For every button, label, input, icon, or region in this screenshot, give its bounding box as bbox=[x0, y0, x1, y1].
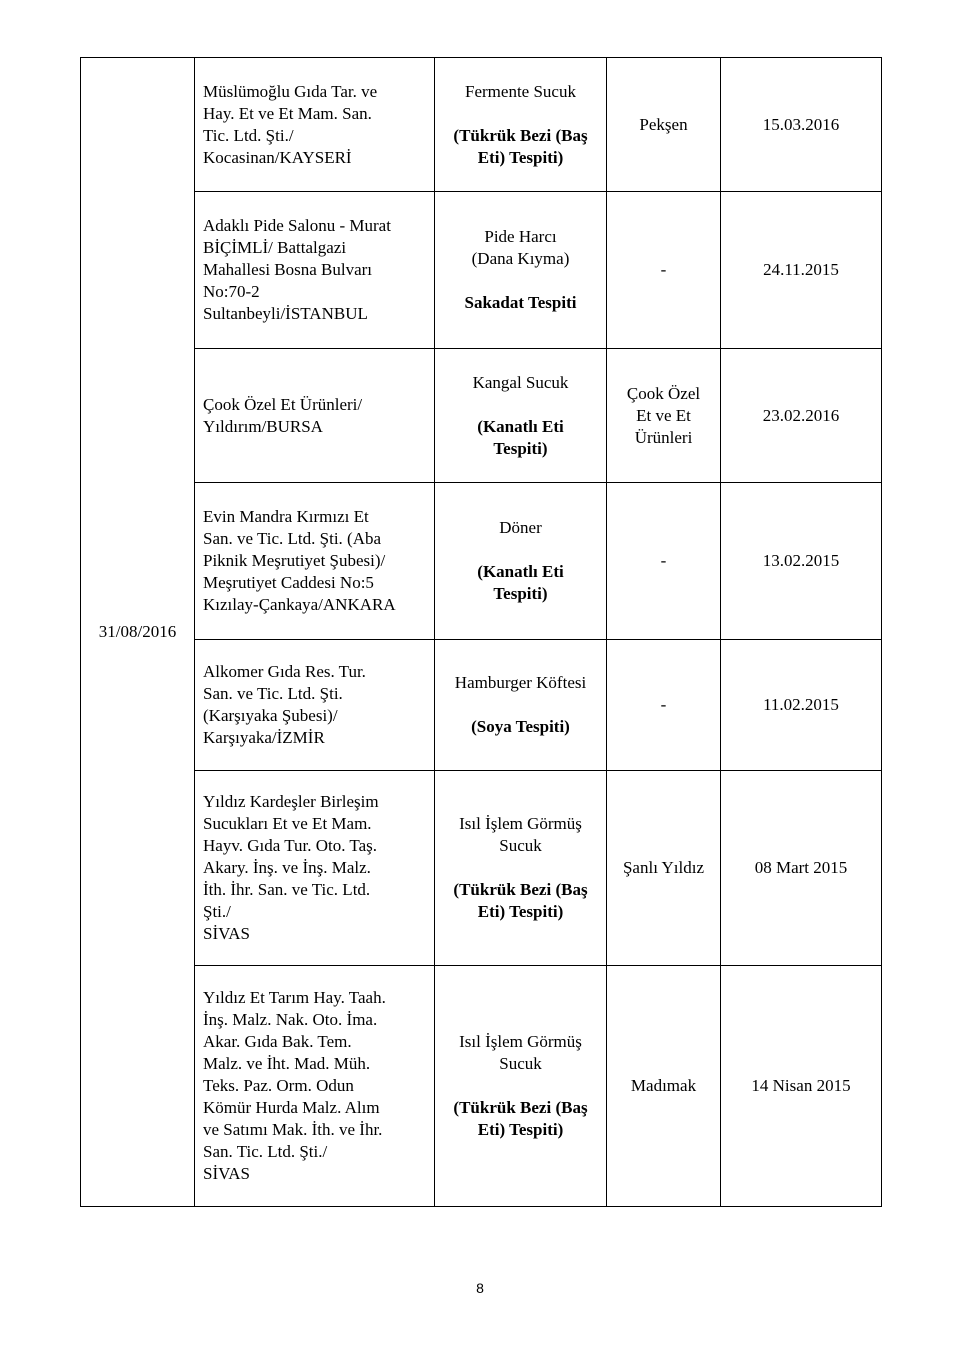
production-date-cell: 13.02.2015 bbox=[721, 483, 882, 640]
product-line: Isıl İşlem Görmüş bbox=[459, 814, 582, 833]
product-gap bbox=[435, 539, 606, 561]
firm-name-line: San. Tic. Ltd. Şti./ bbox=[203, 1142, 328, 1161]
firm-name-line: Kömür Hurda Malz. Alım bbox=[203, 1098, 380, 1117]
finding-line: (Tükrük Bezi (Baş bbox=[453, 125, 588, 145]
brand-cell bbox=[607, 58, 721, 192]
firm-name-line: Karşıyaka/İZMİR bbox=[203, 728, 325, 747]
firm-name-line: Alkomer Gıda Res. Tur. bbox=[203, 662, 366, 681]
firm-name-line: Kocasinan/KAYSERİ bbox=[203, 147, 352, 167]
product-line: Döner bbox=[499, 518, 542, 537]
firm-name-line: Tic. Ltd. Şti./ bbox=[203, 125, 294, 145]
production-date-cell: 11.02.2015 bbox=[721, 640, 882, 771]
table-row bbox=[81, 483, 882, 640]
firm-cell bbox=[195, 483, 435, 640]
product-line: (Dana Kıyma) bbox=[471, 249, 570, 268]
firm-name-line: Hayv. Gıda Tur. Oto. Taş. bbox=[203, 836, 378, 855]
brand-cell bbox=[607, 483, 721, 640]
firm-cell bbox=[195, 771, 435, 966]
table-row bbox=[81, 192, 882, 349]
table-row bbox=[81, 640, 882, 771]
product-cell bbox=[435, 483, 607, 640]
page-number: 8 bbox=[476, 1280, 484, 1296]
firm-name-line: Malz. ve İht. Mad. Müh. bbox=[203, 1054, 371, 1073]
firm-name-line: Evin Mandra Kırmızı Et bbox=[203, 507, 369, 526]
firm-cell bbox=[195, 58, 435, 192]
finding-line: Tespiti) bbox=[493, 438, 548, 458]
firm-name-line: SİVAS bbox=[203, 1164, 250, 1183]
production-date-cell: 08 Mart 2015 bbox=[721, 771, 882, 966]
inspection-table bbox=[80, 57, 882, 1207]
brand-cell bbox=[607, 192, 721, 349]
product-cell bbox=[435, 640, 607, 771]
firm-cell bbox=[195, 192, 435, 349]
firm-name-line: Akar. Gıda Bak. Tem. bbox=[203, 1032, 352, 1051]
product-line: - bbox=[660, 551, 667, 570]
finding-line: (Tükrük Bezi (Baş bbox=[453, 880, 588, 899]
firm-name-line: BİÇİMLİ/ Battalgazi bbox=[203, 238, 347, 257]
production-date-cell: 23.02.2016 bbox=[721, 349, 882, 483]
firm-name-line: San. ve Tic. Ltd. Şti. (Aba bbox=[203, 529, 382, 548]
product-gap bbox=[435, 394, 606, 416]
brand-cell bbox=[607, 966, 721, 1207]
production-date-cell: 24.11.2015 bbox=[721, 192, 882, 349]
product-cell bbox=[435, 58, 607, 192]
product-gap bbox=[435, 103, 606, 125]
firm-name-line: SİVAS bbox=[203, 924, 250, 943]
finding-line: Sakadat Tespiti bbox=[464, 293, 577, 312]
firm-name-line: Yıldız Kardeşler Birleşim bbox=[203, 792, 379, 811]
table-row bbox=[81, 349, 882, 483]
firm-name-line: San. ve Tic. Ltd. Şti. bbox=[203, 684, 343, 703]
firm-name-line: Teks. Paz. Orm. Odun bbox=[203, 1076, 354, 1095]
firm-name-line: Şti./ bbox=[203, 902, 231, 921]
finding-line: (Kanatlı Eti bbox=[477, 416, 564, 436]
finding-line: (Kanatlı Eti bbox=[477, 562, 564, 581]
firm-name-line: Piknik Meşrutiyet Şubesi)/ bbox=[203, 551, 386, 570]
product-cell bbox=[435, 349, 607, 483]
table-row bbox=[81, 966, 882, 1207]
firm-name-line: Sultanbeyli/İSTANBUL bbox=[203, 304, 368, 323]
firm-name-line: (Karşıyaka Şubesi)/ bbox=[203, 706, 338, 725]
product-gap bbox=[435, 1075, 606, 1097]
firm-name-line: No:70-2 bbox=[203, 282, 260, 301]
firm-name-line: Akary. İnş. ve İnş. Malz. bbox=[203, 858, 371, 877]
product-line: Isıl İşlem Görmüş bbox=[459, 1032, 582, 1051]
firm-name-line: Kızılay-Çankaya/ANKARA bbox=[203, 595, 396, 614]
product-line: - bbox=[660, 695, 667, 714]
table-body bbox=[81, 58, 882, 1207]
brand-cell bbox=[607, 771, 721, 966]
product-gap bbox=[435, 270, 606, 292]
product-gap bbox=[435, 694, 606, 716]
product-line: Et ve Et bbox=[636, 405, 691, 425]
product-line: - bbox=[660, 260, 667, 279]
product-line: Fermente Sucuk bbox=[465, 81, 576, 101]
firm-cell bbox=[195, 966, 435, 1207]
decision-date-cell: 31/08/2016 bbox=[81, 58, 195, 1207]
finding-line: Eti) Tespiti) bbox=[477, 1120, 564, 1139]
product-line: Sucuk bbox=[499, 836, 542, 855]
firm-cell bbox=[195, 349, 435, 483]
product-line: Ürünleri bbox=[634, 427, 693, 447]
firm-name-line: Adaklı Pide Salonu - Murat bbox=[203, 216, 391, 235]
production-date-cell: 14 Nisan 2015 bbox=[721, 966, 882, 1207]
firm-name-line: Meşrutiyet Caddesi No:5 bbox=[203, 573, 374, 592]
product-line: Şanlı Yıldız bbox=[622, 858, 705, 877]
firm-name-line: İnş. Malz. Nak. Oto. İma. bbox=[203, 1010, 378, 1029]
product-gap bbox=[435, 857, 606, 879]
firm-name-line: İth. İhr. San. ve Tic. Ltd. bbox=[203, 880, 371, 899]
finding-line: (Tükrük Bezi (Baş bbox=[453, 1098, 588, 1117]
product-cell bbox=[435, 771, 607, 966]
brand-cell bbox=[607, 640, 721, 771]
product-line: Pide Harcı bbox=[484, 227, 557, 246]
product-line: Çook Özel bbox=[626, 383, 701, 403]
product-cell bbox=[435, 966, 607, 1207]
firm-name-line: Mahallesi Bosna Bulvarı bbox=[203, 260, 373, 279]
brand-cell bbox=[607, 349, 721, 483]
product-line: Pekşen bbox=[639, 114, 688, 134]
finding-line: Eti) Tespiti) bbox=[477, 147, 564, 167]
product-line: Sucuk bbox=[499, 1054, 542, 1073]
product-line: Madımak bbox=[630, 1076, 697, 1095]
firm-name-line: Sucukları Et ve Et Mam. bbox=[203, 814, 372, 833]
finding-line: (Soya Tespiti) bbox=[471, 717, 570, 736]
product-cell bbox=[435, 192, 607, 349]
product-line: Hamburger Köftesi bbox=[454, 673, 587, 692]
firm-name-line: Yıldırım/BURSA bbox=[203, 416, 323, 436]
production-date-cell: 15.03.2016 bbox=[721, 58, 882, 192]
table-row bbox=[81, 58, 882, 192]
finding-line: Tespiti) bbox=[493, 584, 548, 603]
firm-cell bbox=[195, 640, 435, 771]
product-line: Kangal Sucuk bbox=[472, 372, 569, 392]
table-row bbox=[81, 771, 882, 966]
firm-name-line: Yıldız Et Tarım Hay. Taah. bbox=[203, 988, 386, 1007]
finding-line: Eti) Tespiti) bbox=[477, 902, 564, 921]
firm-name-line: Hay. Et ve Et Mam. San. bbox=[203, 103, 372, 123]
firm-name-line: Çook Özel Et Ürünleri/ bbox=[203, 394, 363, 414]
firm-name-line: ve Satımı Mak. İth. ve İhr. bbox=[203, 1120, 383, 1139]
firm-name-line: Müslümoğlu Gıda Tar. ve bbox=[203, 81, 378, 101]
